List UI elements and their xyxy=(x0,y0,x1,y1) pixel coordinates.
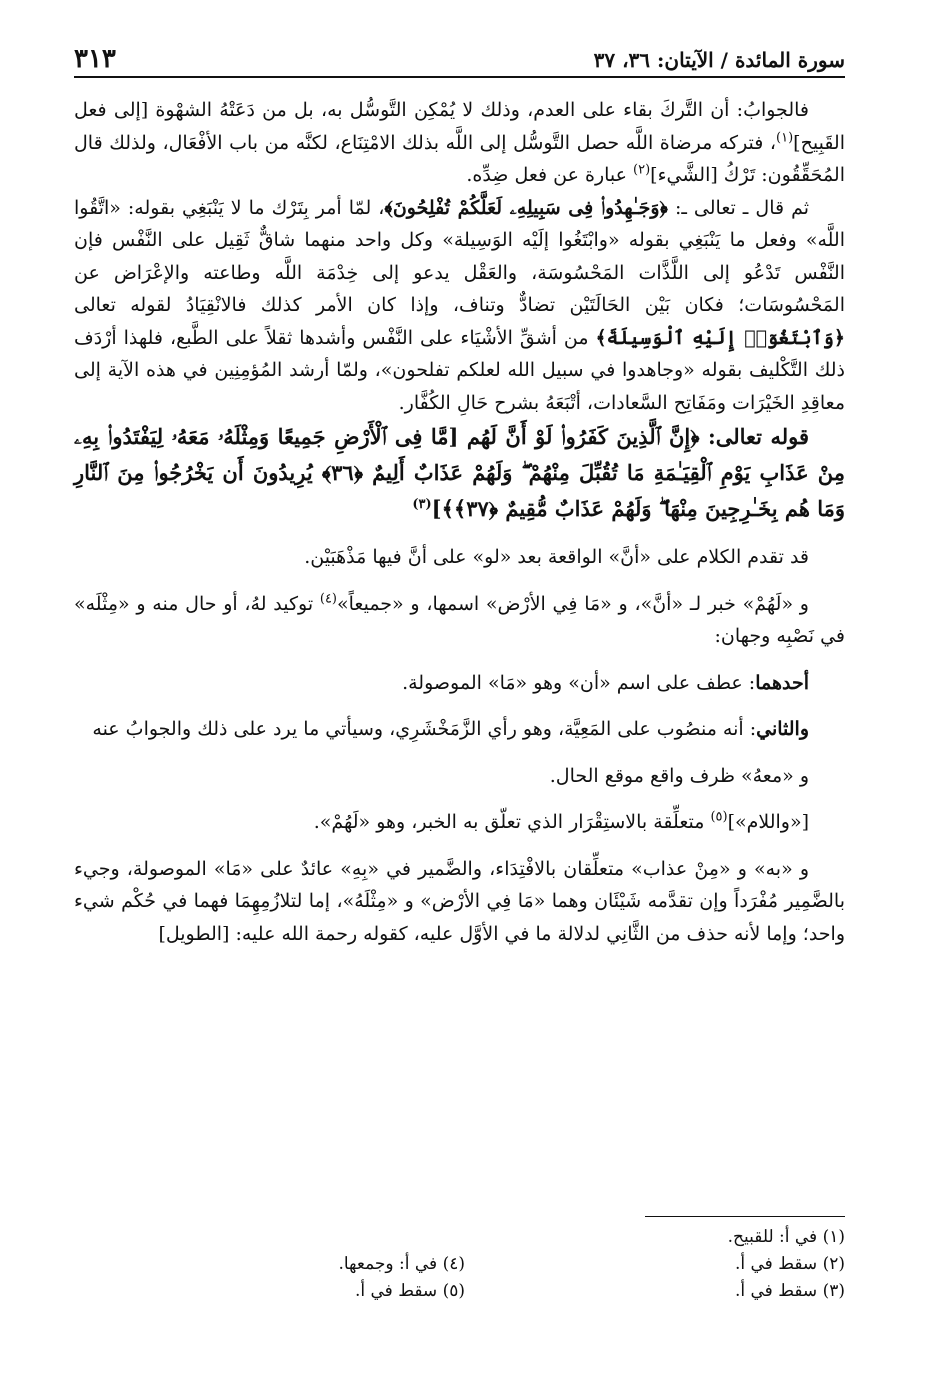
paragraph-lam: [«واللام»]$^{(٥)}$ متعلِّقة بالاستِقْرَار الذي تعلّق به الخبر، وهو «لَهُمْ». xyxy=(313,809,809,833)
footnote-empty xyxy=(145,1224,465,1251)
paragraph-answer: فالجوابُ: أن التَّركَ بقاء على العدم، وذلك لا يُمْكِن التَّوسُّل به، بل من دَعَتْهُ الشهْوة [إلى فعل القَبِيح]$^{(١)}$، فتركه مرضاة اللَّه حصل التَّوسُّل إلى اللَّه بذلك الامْتِنَاع، لكنَّه من باب الأفْعَال، ولذلك قال المُحَقِّقُون: تَرْكُ [الشَّيء]$^{(٢)}$ عبارة عن فعل ضِدِّه. xyxy=(74,99,845,186)
main-text xyxy=(74,94,845,950)
paragraph-bihi: و «به» و «مِنْ عذاب» متعلِّقان بالافْتِدَاء، والضَّمير في «بِهِ» عائدٌ على «مَا» الموصولة، وجيء بالضَّمِير مُفْرَداً وإن تقدَّمه شَيْئَان وهما «مَا فِي الأرْض» و «مِثْلَهُ»، إما لتلازُمِهِمَا فهما في حُكْم شيء واحد؛ وإما لأنه حذف من الثَّانِي لدلالة ما في الأوَّل عليه، كقوله رحمة الله عليه: [الطويل] xyxy=(74,857,845,945)
paragraph-lahum: و «لَهُمْ» خبر لـ «أنَّ»، و «مَا فِي الأرْض» اسمها، و «جميعاً»$^{(٤)}$ توكيد لهُ، أو حال منه و «مِثْلَه» في نَصْبِه وجهان: xyxy=(74,591,845,647)
paragraph-maahu: و «معهُ» ظرف واقع موقع الحال. xyxy=(549,764,809,787)
paragraph-second: والثاني: أنه منصُوب على المَعِيَّة، وهو رأي الزَّمَخْشَرِي، وسيأتي ما يرد على ذلك والجوابُ عنه xyxy=(92,718,809,740)
quran-quote: ﴿وَجَـٰهِدُوا۟ فِى سَبِيلِهِۦ لَعَلَّكُمْ تُفْلِحُونَ﴾ xyxy=(384,196,668,219)
footnote-marker: (٤) xyxy=(319,591,337,607)
verse-intro: قوله تعالى: xyxy=(699,424,809,449)
footnote-3: (٣) سقط في أ. xyxy=(734,1281,845,1301)
paragraph-lead: والثاني xyxy=(756,718,809,740)
page-header xyxy=(74,36,845,78)
page-number: ٣١٣ xyxy=(74,44,116,74)
footnote-marker: (٥) xyxy=(710,809,728,825)
footnote-2: (٢) سقط في أ. xyxy=(734,1254,845,1274)
paragraph-jihad: ثم قال ـ تعالى ـ: ﴿وَجَـٰهِدُوا۟ فِى سَبِيلِهِۦ لَعَلَّكُمْ تُفْلِحُونَ﴾، لمّا أمر بِتَرْك ما لا يَنْبَغِي بقوله: «اتَّقُوا اللَّه» وفعل ما يَنْبَغِي بقوله «وابْتَغُوا إلَيْه الوَسِيلة» وكل واحد منهما شاقٌّ ثَقِيل على النَّفْس فإن النَّفْس تَدْعُو إلى اللَّذَّات المَحْسُوسَة، والعَقْل يدعو إلى خِدْمَة اللَّه وطاعته والإعْرَاض عن المَحْسُوسَات؛ فكان بَيْن الحَالَتَيْن تضادٌّ وتناف، وإذا كان الأمر كذلك فالانْقِيَادُ لقوله تعالى ﴿وَٱبْتَغُوٓا۟ إِلَيْهِ ٱلْوَسِيلَةَ﴾ من أشقِّ الأشْيَاء على النَّفْس وأشدها ثقلاً على الطَّبع، فلهذا أرْدَف ذلك التَّكْليف بقوله «وجاهدوا في سبيل الله لعلكم تفلحون»، ولمّا أرشد المُؤمِنِين في هذه الآية إلى معاقِدِ الخَيْرَات ومَفَاتِح السَّعادات، أتْبَعَهُ بشرح حَالِ الكُفَّار. xyxy=(74,196,845,414)
footnotes xyxy=(74,1224,845,1305)
paragraph-anna: قد تقدم الكلام على «أنَّ» الواقعة بعد «لو» على أنَّ فيها مَذْهَبَيْن. xyxy=(304,546,809,568)
footnote-1: (١) في أ: للقبيح. xyxy=(727,1227,845,1247)
quran-verse: ﴿إِنَّ ٱلَّذِينَ كَفَرُوا۟ لَوْ أَنَّ لَهُم [مَّا فِى ٱلْأَرْضِ جَمِيعًا وَمِثْلَهُۥ مَعَهُۥ لِيَفْتَدُوا۟ بِهِۦ مِنْ عَذَابِ يَوْمِ ٱلْقِيَـٰمَةِ مَا تُقُبِّلَ مِنْهُمْ ۖ وَلَهُمْ عَذَابٌ أَلِيمٌ ﴿٣٦﴾ يُرِيدُونَ أَن يَخْرُجُوا۟ مِنَ ٱلنَّارِ وَمَا هُم بِخَـٰرِجِينَ مِنْهَا ۖ وَلَهُمْ عَذَابٌ مُّقِيمٌ ﴿٣٧﴾﴾] xyxy=(74,424,845,521)
footnote-divider xyxy=(645,1216,845,1217)
paragraph-first: أحدهما: عطف على اسم «أن» وهو «مَا» الموصولة. xyxy=(402,671,809,694)
footnote-5: (٥) سقط في أ. xyxy=(354,1281,465,1301)
quran-quote: ﴿وَٱبْتَغُوٓا۟ إِلَيْهِ ٱلْوَسِيلَةَ﴾ xyxy=(595,326,845,349)
footnote-marker: (١) xyxy=(776,130,794,146)
running-title: سورة المائدة / الآيتان: ٣٦، ٣٧ xyxy=(593,48,845,72)
footnote-marker: (٣) xyxy=(412,497,432,512)
paragraph-lead: أحدهما xyxy=(755,671,809,694)
footnote-4: (٤) في أ: وجمعها. xyxy=(338,1254,465,1274)
verse-block xyxy=(74,419,845,527)
footnote-marker: (٢) xyxy=(633,162,651,178)
